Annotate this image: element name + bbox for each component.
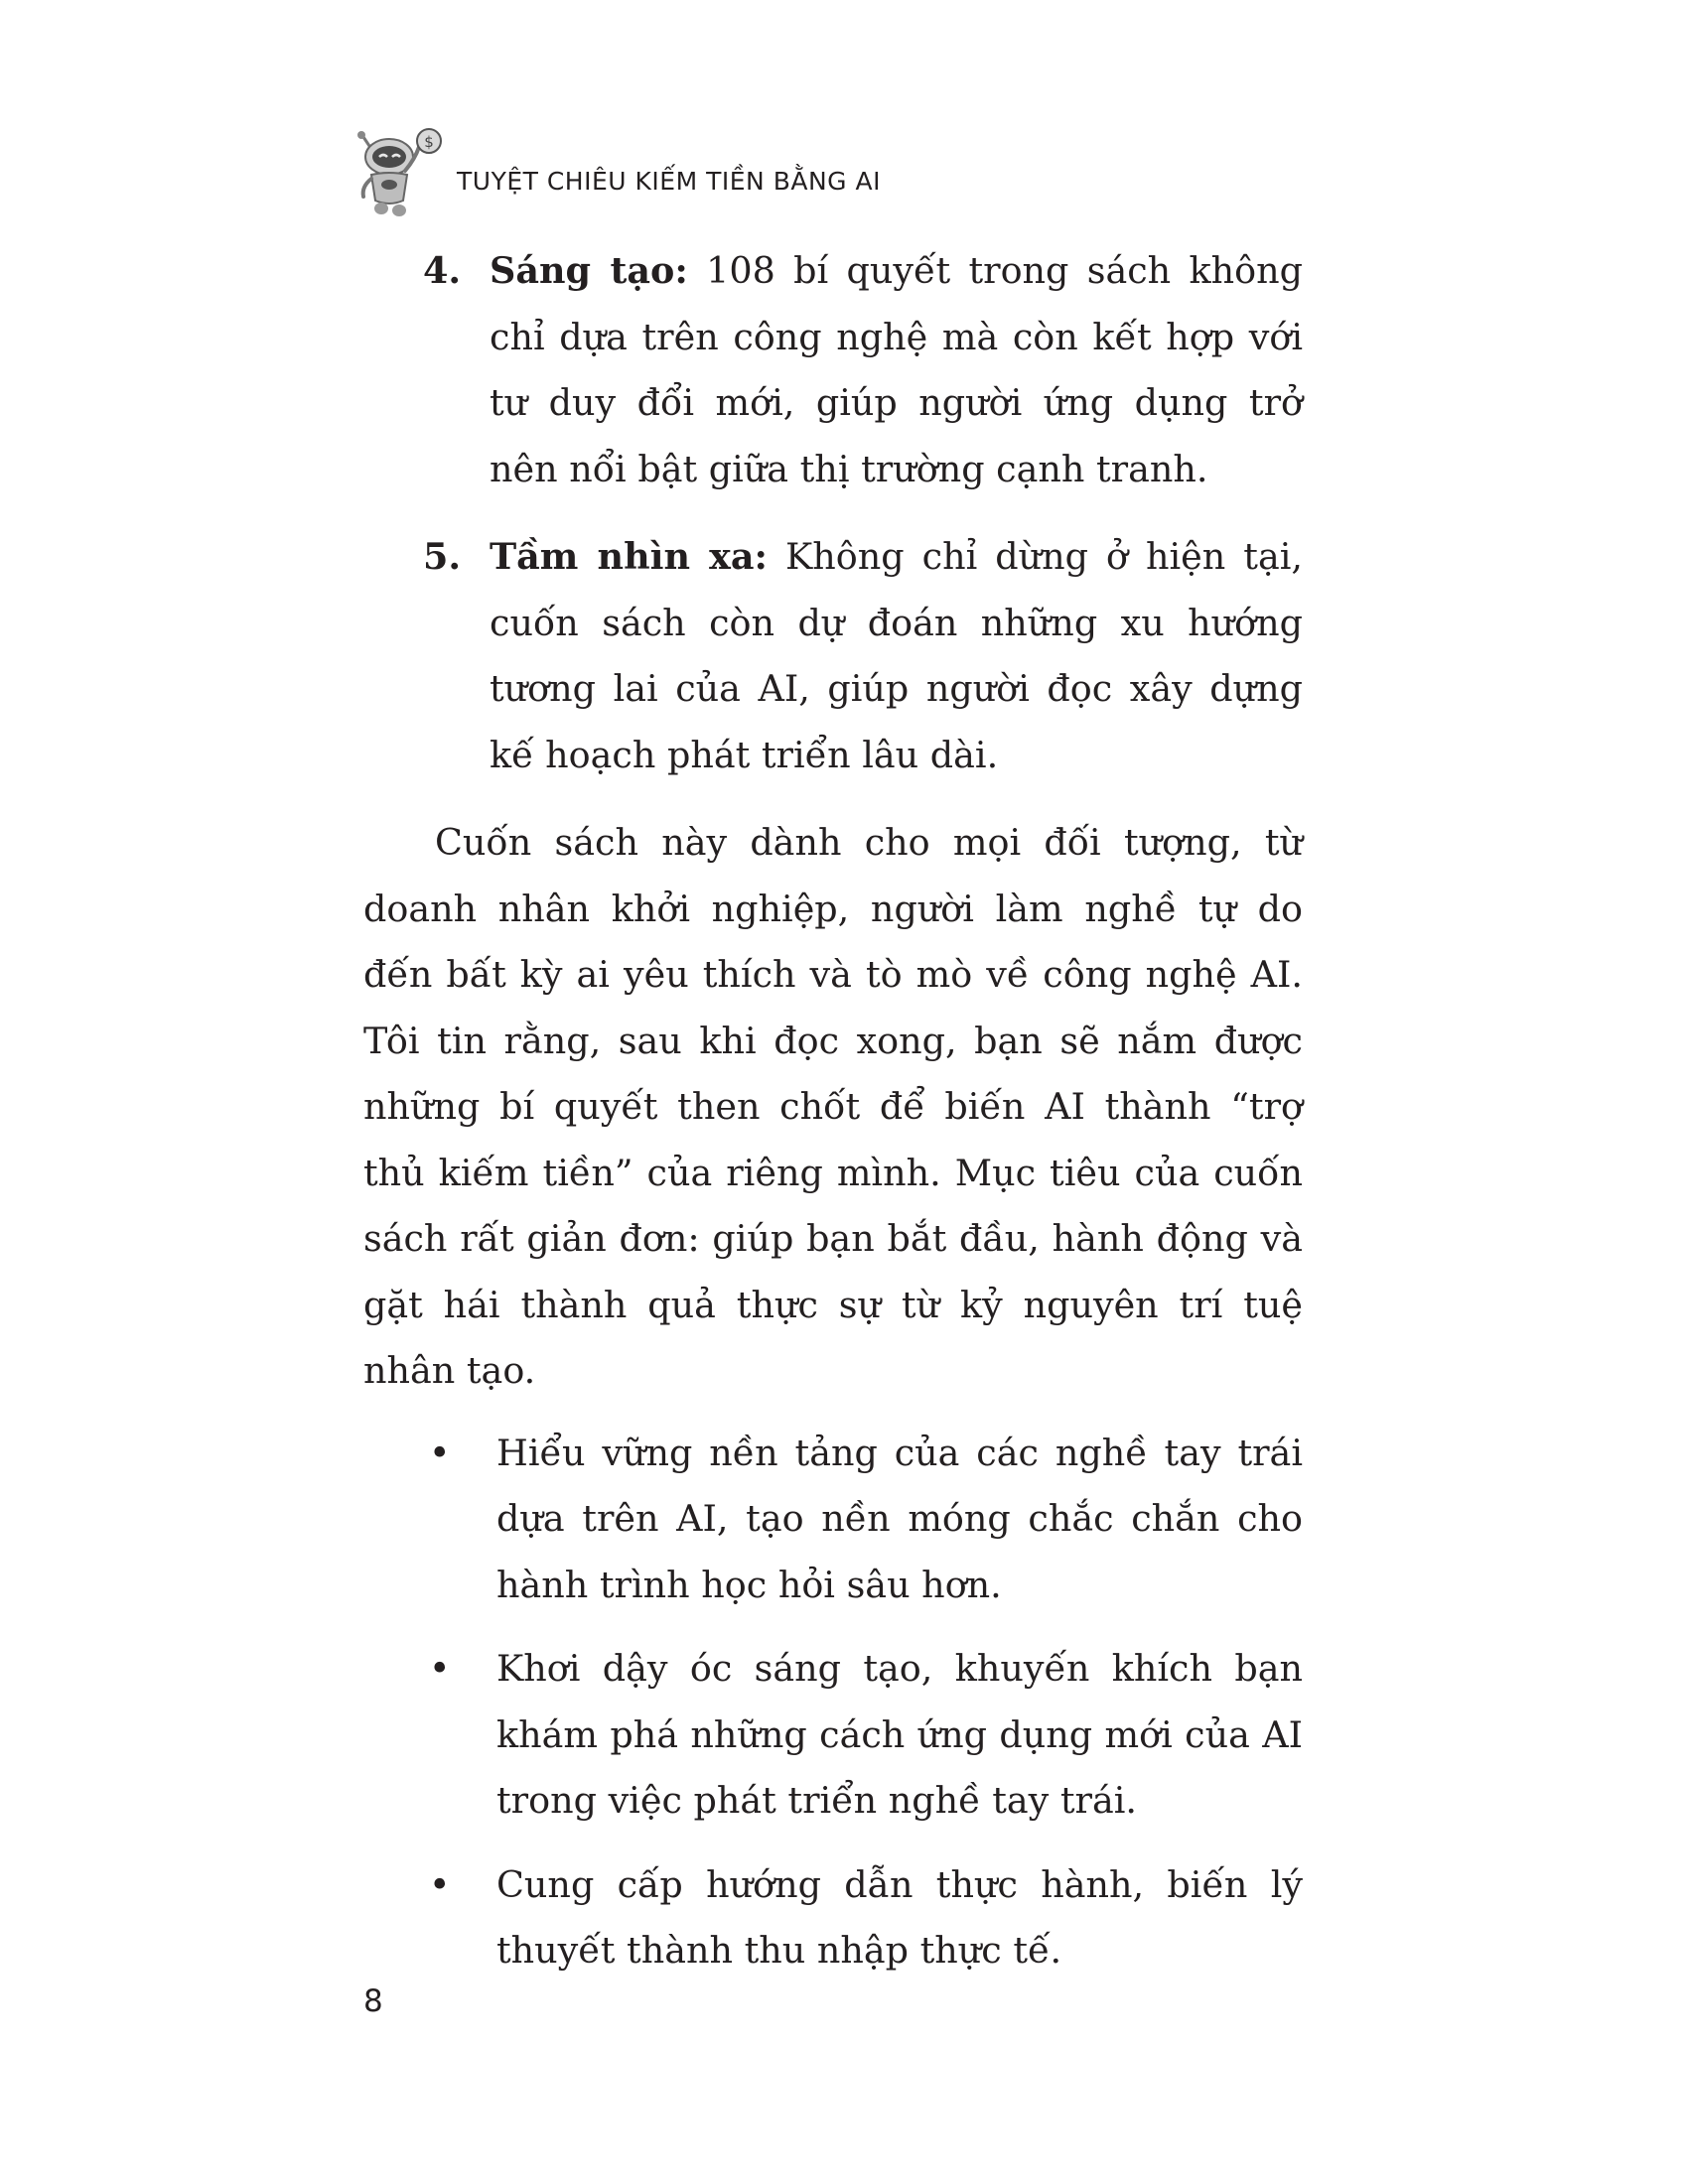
bullet-list-item bbox=[363, 1421, 1303, 1619]
bullet-text: Cung cấp hướng dẫn thực hành, biến lý thuyết thành thu nhập thực tế. bbox=[496, 1862, 1303, 1972]
bullet-marker: • bbox=[429, 1862, 451, 1906]
numbered-list-item bbox=[363, 238, 1303, 502]
bullet-text: Khơi dậy óc sáng tạo, khuyến khích bạn khám phá những cách ứng dụng mới của AI trong việc phát triển nghề tay trái. bbox=[496, 1647, 1303, 1822]
running-title: TUYỆT CHIÊU KIẾM TIỀN BẰNG AI bbox=[457, 167, 881, 196]
bullet-list-item bbox=[363, 1636, 1303, 1835]
numbered-list-item bbox=[363, 524, 1303, 788]
page-body bbox=[363, 238, 1303, 2002]
item-number: 5. bbox=[423, 535, 462, 578]
item-lead: Tầm nhìn xa: bbox=[490, 535, 769, 578]
page-number: 8 bbox=[363, 1983, 383, 2019]
bullet-marker: • bbox=[429, 1431, 451, 1474]
svg-text:$: $ bbox=[424, 133, 434, 151]
bullet-list-item bbox=[363, 1852, 1303, 1984]
running-header bbox=[350, 127, 1243, 216]
item-text: 108 bí quyết trong sách không chỉ dựa trên công nghệ mà còn kết hợp với tư duy đổi mới, giúp người ứng dụng trở nên nổi bật giữa thị trường cạnh tranh. bbox=[490, 249, 1303, 490]
item-text: Không chỉ dừng ở hiện tại, cuốn sách còn dự đoán những xu hướng tương lai của AI, giúp người đọc xây dựng kế hoạch phát triển lâu dài. bbox=[490, 535, 1303, 776]
item-lead: Sáng tạo: bbox=[490, 249, 688, 292]
bullet-text: Hiểu vững nền tảng của các nghề tay trái dựa trên AI, tạo nền móng chắc chắn cho hành trình học hỏi sâu hơn. bbox=[496, 1431, 1303, 1606]
item-number: 4. bbox=[423, 249, 462, 292]
bullet-marker: • bbox=[429, 1647, 451, 1690]
body-paragraph: Cuốn sách này dành cho mọi đối tượng, từ doanh nhân khởi nghiệp, người làm nghề tự do đến bất kỳ ai yêu thích và tò mò về công nghệ AI. Tôi tin rằng, sau khi đọc xong, bạn sẽ nắm được những bí quyết then chốt để biến AI thành “trợ thủ kiếm tiền” của riêng mình. Mục tiêu của cuốn sách rất giản đơn: giúp bạn bắt đầu, hành động và gặt hái thành quả thực sự từ kỷ nguyên trí tuệ nhân tạo. bbox=[363, 821, 1303, 1392]
robot-holding-coin-icon bbox=[350, 127, 459, 221]
